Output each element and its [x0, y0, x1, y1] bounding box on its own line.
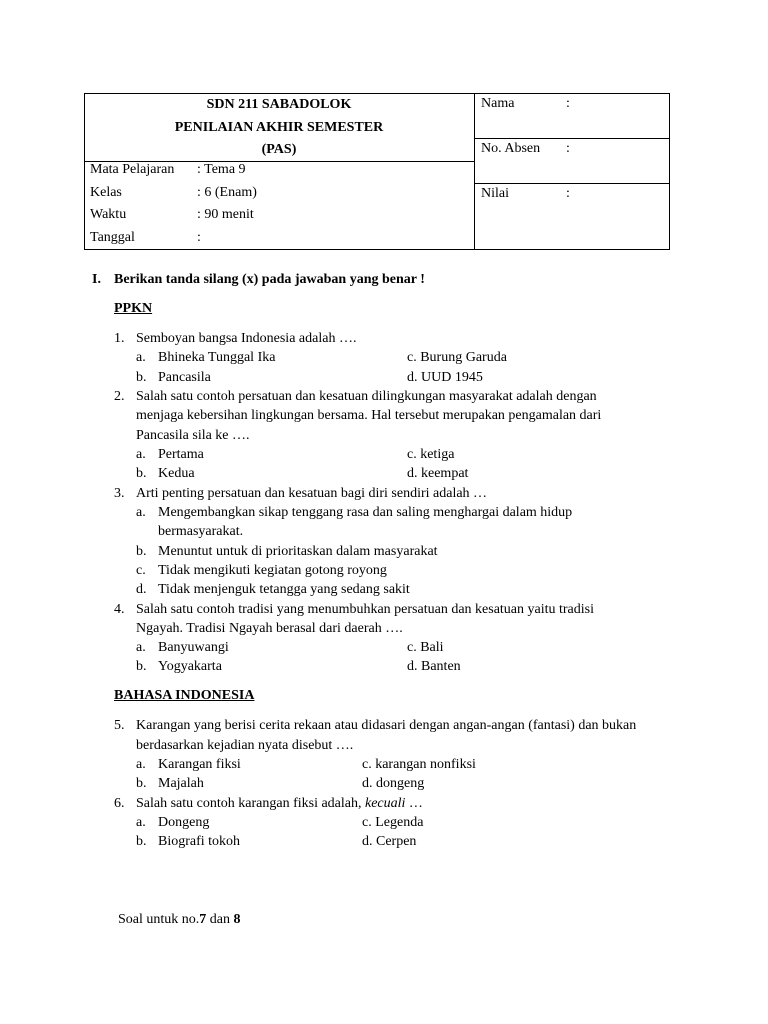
option-letter: a.: [136, 757, 146, 772]
question-text: Karangan yang berisi cerita rekaan atau didasari dengan angan-angan (fantasi) dan bukan: [136, 718, 637, 733]
option-letter: a.: [136, 350, 146, 365]
option-letter: b.: [136, 834, 147, 849]
option-text: c. Legenda: [362, 815, 424, 830]
option-letter: d.: [136, 582, 147, 597]
option-text: Karangan fiksi: [158, 757, 241, 772]
question-number: 4.: [114, 602, 125, 617]
option-text: Yogyakarta: [158, 659, 222, 674]
section-instruction: Berikan tanda silang (x) pada jawaban yang benar !: [114, 272, 425, 287]
question-text-emphasis: kecuali: [364, 796, 406, 811]
option-text: c. Bali: [407, 640, 444, 655]
footer-number-2: 8: [233, 912, 241, 927]
colon-nama: :: [566, 96, 570, 111]
question-text: berdasarkan kejadian nyata disebut ….: [136, 738, 354, 753]
question-text: menjaga kebersihan lingkungan bersama. Hal tersebut merupakan pengamalan dari: [136, 408, 602, 423]
value-kelas: : 6 (Enam): [197, 185, 257, 200]
value-tanggal: :: [197, 230, 201, 245]
option-text: c. ketiga: [407, 447, 455, 462]
subject-heading-ppkn: PPKN: [114, 301, 153, 316]
option-text: d. Banten: [407, 659, 461, 674]
label-mata-pelajaran: Mata Pelajaran: [90, 162, 175, 177]
option-text: Pertama: [158, 447, 204, 462]
question-text: Salah satu contoh tradisi yang menumbuhkan persatuan dan kesatuan yaitu tradisi: [136, 602, 594, 617]
section-numeral: I.: [92, 272, 101, 287]
option-text: d. dongeng: [362, 776, 425, 791]
label-nilai: Nilai: [481, 186, 509, 201]
option-text: Tidak menjenguk tetangga yang sedang sakit: [158, 582, 410, 597]
option-letter: b.: [136, 659, 147, 674]
option-letter: a.: [136, 447, 146, 462]
subject-heading-bahasa-indonesia: BAHASA INDONESIA: [114, 688, 255, 703]
option-text: c. Burung Garuda: [407, 350, 507, 365]
question-text: Salah satu contoh persatuan dan kesatuan dilingkungan masyarakat adalah dengan: [136, 389, 597, 404]
colon-no-absen: :: [566, 141, 570, 156]
table-divider-vertical: [474, 93, 475, 250]
question-text: [136, 794, 423, 813]
footer-mid: dan: [206, 912, 234, 927]
option-letter: b.: [136, 466, 147, 481]
question-number: 2.: [114, 389, 125, 404]
option-text: Majalah: [158, 776, 204, 791]
question-number: 6.: [114, 796, 125, 811]
exam-title-block: [84, 94, 474, 162]
question-text-end: …: [405, 796, 423, 811]
option-text: Pancasila: [158, 370, 211, 385]
option-text: Tidak mengikuti kegiatan gotong royong: [158, 563, 387, 578]
school-name: SDN 211 SABADOLOK: [206, 97, 352, 112]
option-text: bermasyarakat.: [158, 524, 244, 539]
option-text: Bhineka Tunggal Ika: [158, 350, 276, 365]
option-text: d. UUD 1945: [407, 370, 483, 385]
option-text: d. keempat: [407, 466, 469, 481]
question-text: Arti penting persatuan dan kesatuan bagi diri sendiri adalah …: [136, 486, 488, 501]
option-letter: c.: [136, 563, 146, 578]
value-mata-pelajaran: : Tema 9: [197, 162, 246, 177]
question-number: 5.: [114, 718, 125, 733]
label-nama: Nama: [481, 96, 515, 111]
option-letter: a.: [136, 505, 146, 520]
question-number: 3.: [114, 486, 125, 501]
option-text: Mengembangkan sikap tenggang rasa dan saling menghargai dalam hidup: [158, 505, 573, 520]
option-letter: a.: [136, 640, 146, 655]
footer-number-1: 7: [199, 912, 207, 927]
question-text: Ngayah. Tradisi Ngayah berasal dari daerah ….: [136, 621, 403, 636]
option-text: c. karangan nonfiksi: [362, 757, 476, 772]
label-kelas: Kelas: [90, 185, 122, 200]
option-letter: a.: [136, 815, 146, 830]
label-no-absen: No. Absen: [481, 141, 541, 156]
option-text: Dongeng: [158, 815, 210, 830]
question-text-main: Salah satu contoh karangan fiksi adalah,: [136, 796, 365, 811]
question-number: 1.: [114, 331, 125, 346]
option-text: Kedua: [158, 466, 195, 481]
exam-name: PENILAIAN AKHIR SEMESTER: [174, 119, 384, 135]
footer-note: [118, 910, 241, 929]
label-waktu: Waktu: [90, 207, 127, 222]
option-letter: b.: [136, 370, 147, 385]
value-waktu: : 90 menit: [197, 207, 254, 222]
exam-abbreviation: (PAS): [261, 142, 297, 157]
option-text: Banyuwangi: [158, 640, 229, 655]
question-text: Semboyan bangsa Indonesia adalah ….: [136, 331, 357, 346]
option-letter: b.: [136, 544, 147, 559]
option-text: Biografi tokoh: [158, 834, 241, 849]
question-text: Pancasila sila ke ….: [136, 428, 250, 443]
label-tanggal: Tanggal: [90, 230, 135, 245]
option-text: d. Cerpen: [362, 834, 417, 849]
option-letter: b.: [136, 776, 147, 791]
footer-prefix: Soal untuk no.: [118, 912, 200, 927]
colon-nilai: :: [566, 186, 570, 201]
option-text: Menuntut untuk di prioritaskan dalam masyarakat: [158, 544, 438, 559]
